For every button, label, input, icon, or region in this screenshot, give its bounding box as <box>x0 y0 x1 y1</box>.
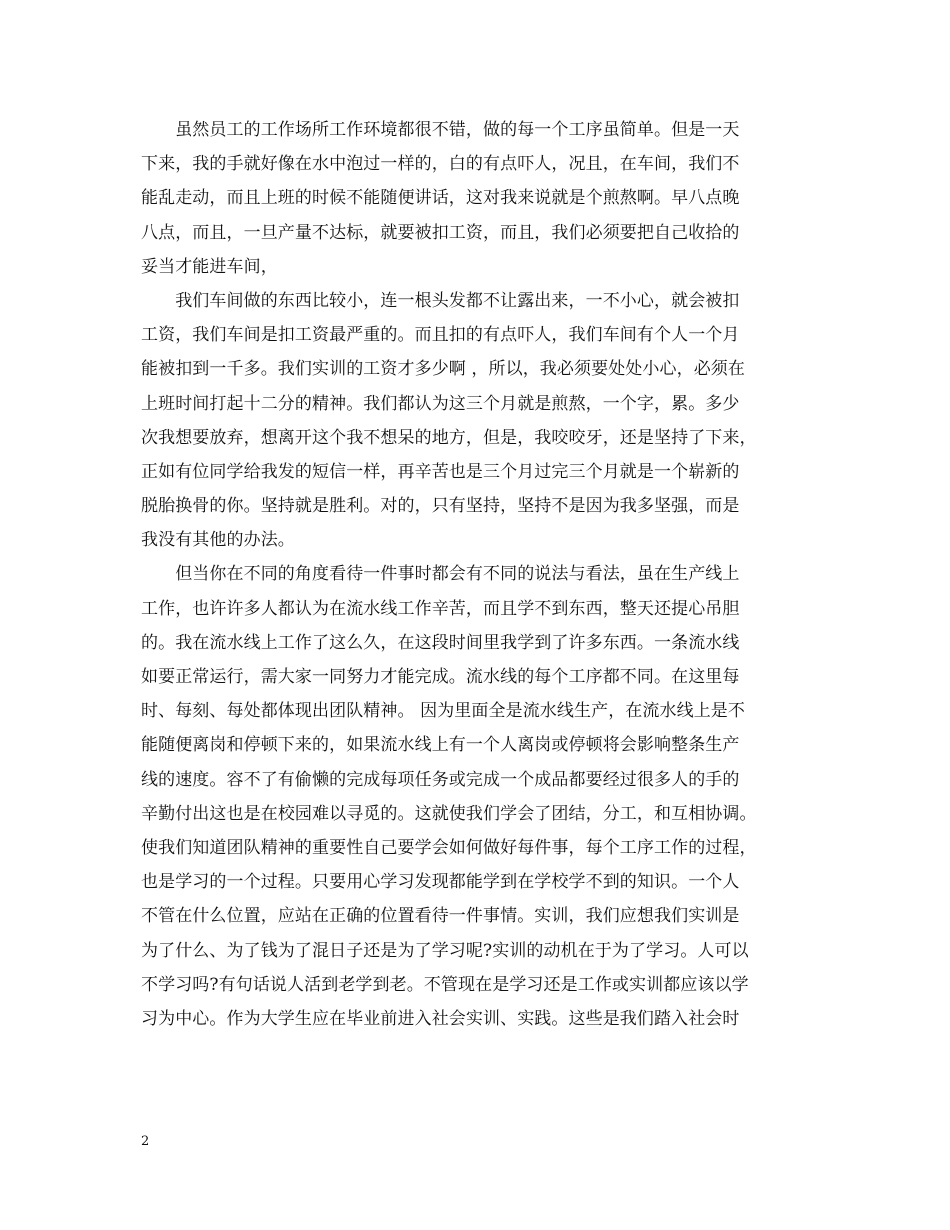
text-line: 妥当才能进车间， <box>141 256 278 277</box>
text-line: 不学习吗?有句话说人活到老学到老。不管现在是学习还是工作或实训都应该以学 <box>141 974 749 995</box>
text-line: 时、每刻、每处都体现出团队精神。 因为里面全是流水线生产，在流水线上是不 <box>141 701 746 722</box>
text-line: 脱胎换骨的你。坚持就是胜利。对的，只有坚持，坚持不是因为我多坚强，而是 <box>141 496 740 517</box>
text-line: 我们车间做的东西比较小，连一根头发都不让露出来，一不小心，就会被扣 <box>141 290 740 311</box>
text-line: 的。我在流水线上工作了这么久，在这段时间里我学到了许多东西。一条流水线 <box>141 632 740 653</box>
text-line: 上班时间打起十二分的精神。我们都认为这三个月就是煎熬，一个字，累。多少 <box>141 393 740 414</box>
text-line: 但当你在不同的角度看待一件事时都会有不同的说法与看法，虽在生产线上 <box>141 564 740 585</box>
text-line: 习为中心。作为大学生应在毕业前进入社会实训、实践。这些是我们踏入社会时 <box>141 1008 740 1029</box>
text-line: 次我想要放弃，想离开这个我不想呆的地方，但是，我咬咬牙，还是坚持了下来， <box>141 427 757 448</box>
text-line: 下来，我的手就好像在水中泡过一样的，白的有点吓人，况且，在车间，我们不 <box>141 154 740 175</box>
text-line: 能被扣到一千多。我们实训的工资才多少啊 ，所以，我必须要处处小心，必须在 <box>141 359 746 380</box>
text-line: 八点，而且，一旦产量不达标，就要被扣工资，而且，我们必须要把自己收拾的 <box>141 222 740 243</box>
text-line: 能随便离岗和停顿下来的，如果流水线上有一个人离岗或停顿将会影响整条生产 <box>141 735 740 756</box>
text-line: 能乱走动，而且上班的时候不能随便讲话，这对我来说就是个煎熬啊。早八点晚 <box>141 188 740 209</box>
text-line: 也是学习的一个过程。只要用心学习发现都能学到在学校学不到的知识。一个人 <box>141 872 740 893</box>
text-line: 我没有其他的办法。 <box>141 530 295 551</box>
text-line: 正如有位同学给我发的短信一样，再辛苦也是三个月过完三个月就是一个崭新的 <box>141 461 740 482</box>
text-line: 如要正常运行，需大家一同努力才能完成。流水线的每个工序都不同。在这里每 <box>141 667 740 687</box>
text-line: 工资，我们车间是扣工资最严重的。而且扣的有点吓人，我们车间有个人一个月 <box>141 325 740 346</box>
text-line: 使我们知道团队精神的重要性自己要学会如何做好每件事，每个工序工作的过程， <box>141 837 757 858</box>
text-line: 工作，也许许多人都认为在流水线工作辛苦，而且学不到东西，整天还提心吊胆 <box>141 598 740 619</box>
text-line: 辛勤付出这也是在校园难以寻觅的。这就使我们学会了团结，分工，和互相协调。 <box>141 803 757 824</box>
text-line: 为了什么、为了钱为了混日子还是为了学习呢?实训的动机在于为了学习。人可以 <box>141 940 749 961</box>
body-text <box>141 113 821 1036</box>
text-line: 虽然员工的工作场所工作环境都很不错，做的每一个工序虽简单。但是一天 <box>141 120 740 140</box>
page-number: 2 <box>141 1134 150 1149</box>
text-line: 不管在什么位置，应站在正确的位置看待一件事情。实训，我们应想我们实训是 <box>141 906 740 927</box>
text-line: 线的速度。容不了有偷懒的完成每项任务或完成一个成品都要经过很多人的手的 <box>141 769 740 790</box>
